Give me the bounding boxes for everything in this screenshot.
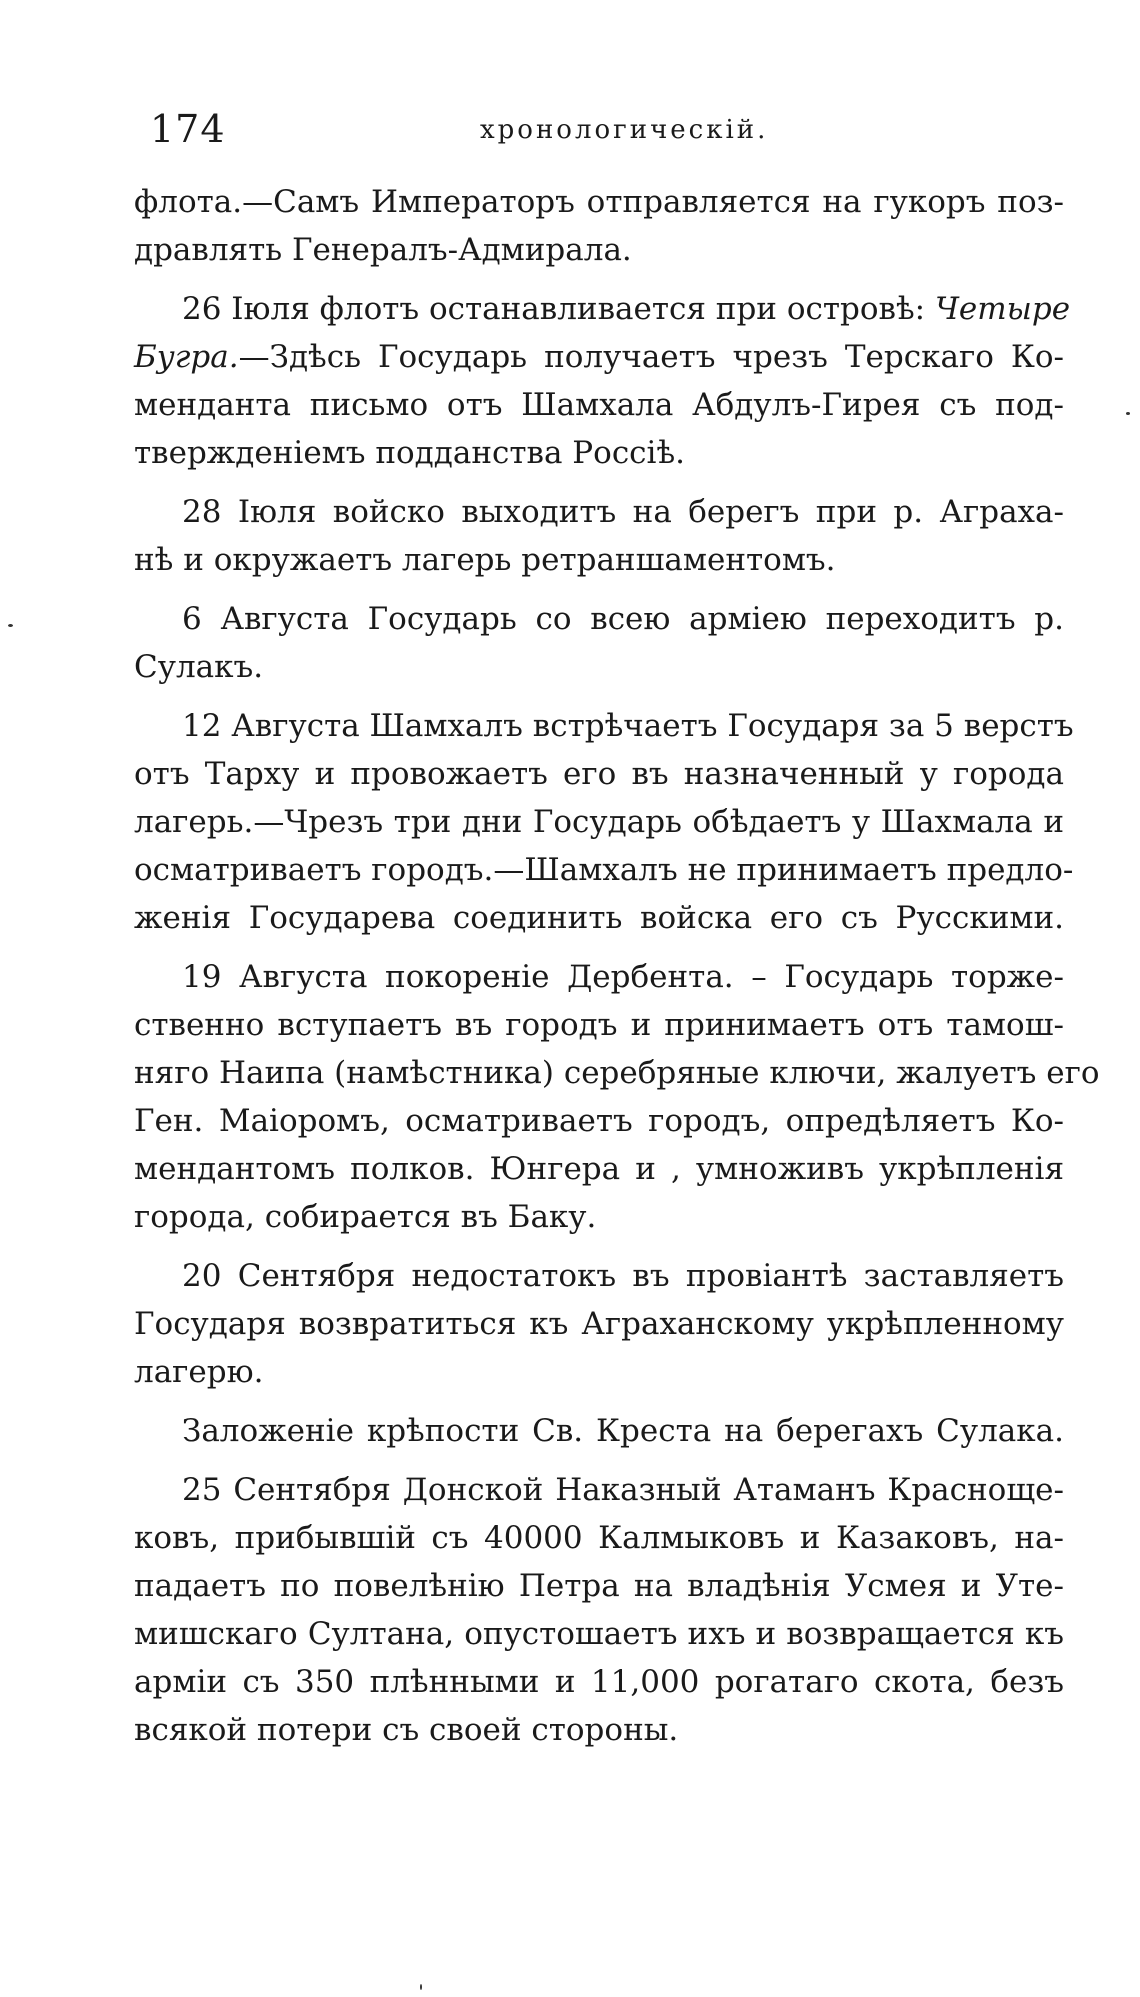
text-line: ственно вступаетъ въ городъ и принимаетъ отъ тамош-	[134, 1007, 1064, 1043]
text-line: Ген. Маіоромъ, осматриваетъ городъ, опредѣляетъ Ко-	[134, 1103, 1064, 1139]
paper-speck	[420, 1984, 422, 1990]
text-line: 25 Сентября Донской Наказный Атаманъ Краснощe-	[182, 1472, 1064, 1508]
text-span: 26 Іюля флотъ останавливается при островѣ:	[182, 291, 935, 327]
text-line: 6 Августа Государь со всею арміею переходитъ р.	[182, 601, 1064, 637]
text-line: арміи съ 350 плѣнными и 11,000 рогатаго скота, безъ	[134, 1664, 1064, 1700]
paragraph-fleet	[134, 178, 1064, 274]
text-line: отъ Тарху и провожаетъ его въ назначенный у города	[134, 756, 1064, 792]
italic-span: Четыре	[934, 291, 1071, 327]
text-line: нѣ и окружаетъ лагерь ретраншаментомъ.	[134, 542, 836, 578]
paragraph-august-12	[134, 702, 1074, 942]
paragraph-september-25	[134, 1466, 1064, 1754]
text-line: ковъ, прибывшій съ 40000 Калмыковъ и Казаковъ, на-	[134, 1520, 1064, 1556]
text-line	[134, 285, 1071, 333]
paper-speck	[1126, 412, 1130, 415]
paragraph-july-28	[134, 488, 1064, 584]
text-line: флота.—Самъ Императоръ отправляется на гукоръ поз-	[134, 184, 1064, 220]
text-line: 12 Августа Шамхалъ встрѣчаетъ Государя за 5 верстъ	[182, 708, 1074, 744]
text-line: мендантомъ полков. Юнгера и , умноживъ укрѣпленія	[134, 1151, 1064, 1187]
body-text	[134, 178, 1100, 1765]
paragraph-august-6	[134, 595, 1064, 691]
paragraph-august-19	[134, 953, 1100, 1241]
text-line: Заложеніе крѣпости Св. Креста на берегахъ Сулака.	[182, 1413, 1064, 1449]
text-line: 20 Сентября недостатокъ въ провіантѣ заставляетъ	[182, 1258, 1064, 1294]
paragraph-july-26	[134, 285, 1071, 477]
text-line: твержденіемъ подданства Россіѣ.	[134, 435, 686, 471]
text-line: Государя возвратиться къ Аграханскому укрѣпленному	[134, 1306, 1064, 1342]
running-title: хронологическій.	[480, 115, 769, 145]
running-head	[150, 104, 1062, 154]
text-line: Сулакъ.	[134, 649, 264, 685]
text-span: —Здѣсь Государь получаетъ чрезъ Терскаго Ко-	[238, 339, 1064, 375]
text-line: менданта письмо отъ Шамхала Абдулъ-Гирея съ под-	[134, 387, 1064, 423]
text-line: осматриваетъ городъ.—Шамхалъ не принимаетъ предло-	[134, 852, 1074, 888]
text-line: няго Наипа (намѣстника) серебряные ключи, жалуетъ его	[134, 1055, 1100, 1091]
text-line: лагерю.	[134, 1354, 264, 1390]
text-line: дравлять Генералъ-Адмирала.	[134, 232, 632, 268]
italic-span: Бугра.	[134, 339, 239, 375]
text-line: мишскаго Султана, опустошаетъ ихъ и возвращается къ	[134, 1616, 1064, 1652]
text-line: 28 Іюля войско выходитъ на берегъ при р. Аграха-	[182, 494, 1064, 530]
paragraph-fortress	[134, 1407, 1064, 1455]
text-line: лагерь.—Чрезъ три дни Государь обѣдаетъ у Шахмала и	[134, 804, 1064, 840]
page-number: 174	[150, 107, 226, 151]
text-line: падаетъ по повелѣнію Петра на владѣнія Усмея и Уте-	[134, 1568, 1064, 1604]
paper-speck	[8, 624, 13, 627]
text-line: 19 Августа покореніе Дербента. – Государь торже-	[182, 959, 1064, 995]
text-line: города, собирается въ Баку.	[134, 1199, 597, 1235]
text-line	[134, 333, 1064, 381]
text-line: всякой потери съ своей стороны.	[134, 1712, 679, 1748]
paragraph-september-20	[134, 1252, 1064, 1396]
text-line: женія Государева соединить войска его съ Русскими.	[134, 900, 1064, 936]
